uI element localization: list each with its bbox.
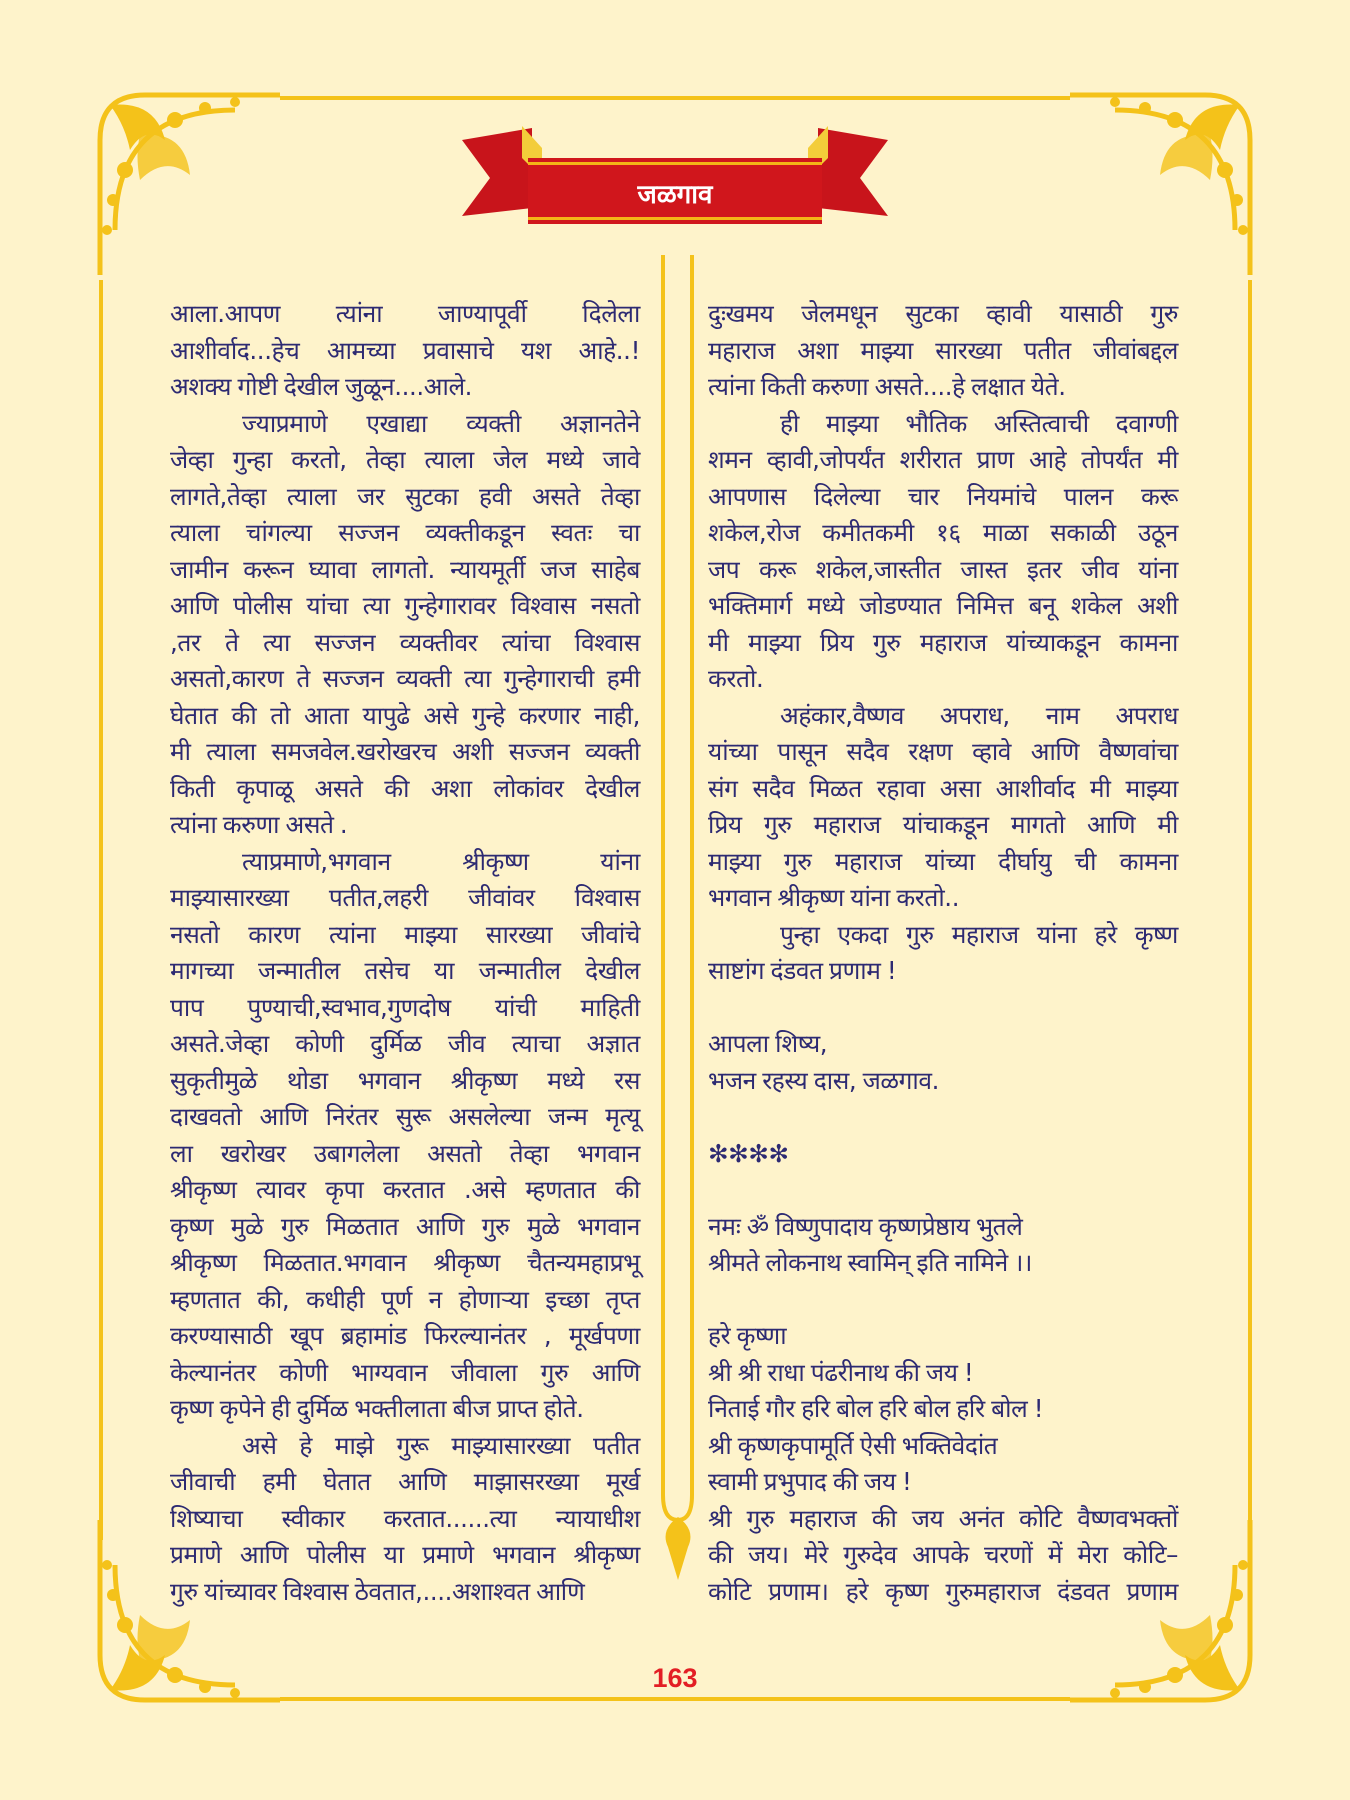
text-line: भगवान श्रीकृष्ण यांना करतो.. bbox=[708, 883, 960, 912]
text-line: त्यांना करुणा असते . bbox=[170, 810, 348, 839]
text-line: अहंकार,वैष्णव अपराध, नाम अपराध bbox=[780, 700, 1178, 730]
text-line: करण्यासाठी खूप ब्रहामांड फिरल्यानंतर , मूर्खपणा bbox=[170, 1321, 640, 1350]
text-line: शिष्याचा स्वीकार करतात......त्या न्यायाधीश bbox=[170, 1503, 640, 1533]
blank-gap bbox=[708, 990, 1178, 1027]
text-line: आणि पोलीस यांचा त्या गुन्हेगारावर विश्वास नसतो bbox=[170, 591, 640, 620]
paragraph bbox=[708, 1318, 1178, 1501]
frame-top-line bbox=[280, 96, 1070, 100]
column-divider bbox=[658, 255, 698, 1585]
text-line: लागते,तेव्हा त्याला जर सुटका हवी असते तेव्हा bbox=[170, 481, 640, 511]
text-line bbox=[708, 1172, 1178, 1209]
text-line: शकेल,रोज कमीतकमी १६ माळा सकाळी उठून bbox=[708, 518, 1178, 547]
text-line: आशीर्वाद...हेच आमच्या प्रवासाचे यश आहे..! bbox=[170, 335, 640, 365]
text-line: मी त्याला समजवेल.खरोखरच अशी सज्जन व्यक्ती bbox=[170, 737, 640, 766]
paragraph bbox=[708, 1209, 1178, 1282]
page-title: जळगाव bbox=[637, 180, 713, 210]
paragraph bbox=[708, 917, 1178, 990]
text-line: की जय। मेरे गुरुदेव आपके चरणों में मेरा कोटि– bbox=[708, 1540, 1178, 1569]
text-line: अशक्य गोष्टी देखील जुळून....आले. bbox=[170, 372, 473, 401]
text-line: असते.जेव्हा कोणी दुर्मिळ जीव त्याचा अज्ञात bbox=[170, 1029, 640, 1058]
text-line: माझ्या गुरु महाराज यांच्या दीर्घायु ची कामना bbox=[708, 846, 1178, 876]
text-line: सुकृतीमुळे थोडा भगवान श्रीकृष्ण मध्ये रस bbox=[170, 1065, 640, 1095]
text-line: श्री कृष्णकृपामूर्ति ऐसी भक्तिवेदांत bbox=[708, 1430, 998, 1460]
text-line: दुःखमय जेलमधून सुटका व्हावी यासाठी गुरु bbox=[708, 299, 1178, 328]
text-line bbox=[708, 1099, 1178, 1136]
paragraph bbox=[708, 296, 1178, 406]
text-line bbox=[708, 1282, 1178, 1319]
paragraph bbox=[170, 1428, 640, 1611]
text-line: आला.आपण त्यांना जाण्यापूर्वी दिलेला bbox=[170, 299, 640, 328]
text-line: घेतात की तो आता यापुढे असे गुन्हे करणार नाही, bbox=[170, 700, 640, 730]
page-number: 163 bbox=[652, 1663, 698, 1693]
text-line bbox=[708, 990, 1178, 1027]
text-line: यांच्या पासून सदैव रक्षण व्हावे आणि वैष्णवांचा bbox=[708, 737, 1178, 766]
left-column bbox=[170, 296, 640, 1610]
text-line: भक्तिमार्ग मध्ये जोडण्यात निमित्त बनू शकेल अशी bbox=[708, 591, 1178, 620]
corner-ornament-top-left bbox=[85, 80, 285, 280]
text-line: असतो,कारण ते सज्जन व्यक्ती त्या गुन्हेगाराची हमी bbox=[170, 664, 640, 693]
text-line: त्याप्रमाणे,भगवान श्रीकृष्ण यांना bbox=[242, 846, 640, 876]
text-line: म्हणतात की, कधीही पूर्ण न होणाऱ्या इच्छा तृप्त bbox=[170, 1284, 640, 1314]
text-line: श्री श्री राधा पंढरीनाथ की जय ! bbox=[708, 1357, 974, 1387]
text-line: केल्यानंतर कोणी भाग्यवान जीवाला गुरु आणि bbox=[170, 1357, 640, 1387]
frame-bottom-line bbox=[280, 1697, 1070, 1701]
text-line: भजन रहस्य दास, जळगाव. bbox=[708, 1065, 939, 1095]
paragraph bbox=[708, 1136, 1178, 1173]
text-line: जीवाची हमी घेतात आणि माझासरख्या मूर्ख bbox=[170, 1467, 640, 1496]
right-column bbox=[708, 296, 1178, 1610]
text-line: प्रिय गुरु महाराज यांचाकडून मागतो आणि मी bbox=[708, 810, 1178, 839]
text-line: कृष्ण मुळे गुरु मिळतात आणि गुरु मुळे भगवान bbox=[170, 1211, 640, 1241]
text-line: श्री गुरु महाराज की जय अनंत कोटि वैष्णवभक्तों bbox=[708, 1503, 1178, 1533]
frame-right-line bbox=[1248, 280, 1252, 1540]
text-line: ज्याप्रमाणे एखाद्या व्यक्ती अज्ञानतेने bbox=[242, 408, 640, 438]
paragraph bbox=[708, 698, 1178, 917]
text-line: जेव्हा गुन्हा करतो, तेव्हा त्याला जेल मध्ये जावे bbox=[170, 445, 640, 474]
text-line: प्रमाणे आणि पोलीस या प्रमाणे भगवान श्रीकृष्ण bbox=[170, 1540, 640, 1569]
text-line: कोटि प्रणाम। हरे कृष्ण गुरुमहाराज दंडवत प्रणाम bbox=[708, 1576, 1178, 1606]
text-line: साष्टांग दंडवत प्रणाम ! bbox=[708, 956, 897, 985]
text-line: श्रीकृष्ण मिळतात.भगवान श्रीकृष्ण चैतन्यमहाप्रभू bbox=[170, 1248, 640, 1277]
text-line: त्यांना किती करुणा असते....हे लक्षात येते. bbox=[708, 372, 1066, 401]
text-line: ही माझ्या भौतिक अस्तित्वाची दवाग्णी bbox=[780, 408, 1178, 438]
blank-gap bbox=[708, 1172, 1178, 1209]
text-line: ✻✻✻✻ bbox=[708, 1138, 789, 1168]
text-line: श्रीकृष्ण त्यावर कृपा करतात .असे म्हणतात की bbox=[170, 1175, 640, 1204]
text-line: नमः ॐ विष्णुपादाय कृष्णप्रेष्ठाय भुतले bbox=[708, 1211, 1023, 1241]
text-line: पुन्हा एकदा गुरु महाराज यांना हरे कृष्ण bbox=[780, 919, 1178, 949]
text-line: करतो. bbox=[708, 664, 764, 693]
text-line: किती कृपाळू असते की अशा लोकांवर देखील bbox=[170, 773, 640, 803]
text-line: दाखवतो आणि निरंतर सुरू असलेल्या जन्म मृत्यू bbox=[170, 1102, 640, 1131]
paragraph bbox=[708, 1501, 1178, 1611]
paragraph bbox=[170, 406, 640, 844]
text-line: ला खरोखर उबागलेला असतो तेव्हा भगवान bbox=[170, 1138, 640, 1168]
text-line: मी माझ्या प्रिय गुरु महाराज यांच्याकडून कामना bbox=[708, 627, 1178, 657]
blank-gap bbox=[708, 1282, 1178, 1319]
text-line: पाप पुण्याची,स्वभाव,गुणदोष यांची माहिती bbox=[170, 992, 640, 1022]
paragraph bbox=[708, 406, 1178, 698]
paragraph bbox=[170, 296, 640, 406]
text-line: संग सदैव मिळत रहावा असा आशीर्वाद मी माझ्या bbox=[708, 773, 1178, 803]
text-line: शमन व्हावी,जोपर्यंत शरीरात प्राण आहे तोपर्यंत मी bbox=[708, 445, 1178, 474]
text-line: मागच्या जन्मातील तसेच या जन्मातील देखील bbox=[170, 956, 640, 985]
text-line: माझ्यासारख्या पतीत,लहरी जीवांवर विश्वास bbox=[170, 883, 640, 912]
text-line: आपणास दिलेल्या चार नियमांचे पालन करू bbox=[708, 481, 1178, 511]
text-line: जप करू शकेल,जास्तीत जास्त इतर जीव यांना bbox=[708, 554, 1178, 584]
text-line: असे हे माझे गुरू माझ्यासारख्या पतीत bbox=[242, 1430, 640, 1460]
text-line: जामीन करून घ्यावा लागतो. न्यायमूर्ती जज साहेब bbox=[170, 554, 640, 584]
text-line: हरे कृष्णा bbox=[708, 1321, 787, 1350]
frame-left-line bbox=[99, 280, 103, 1540]
text-line: श्रीमते लोकनाथ स्वामिन् इति नामिने ।। bbox=[708, 1248, 1032, 1277]
text-line: ,तर ते त्या सज्जन व्यक्तीवर त्यांचा विश्वास bbox=[170, 627, 640, 657]
text-line: आपला शिष्य, bbox=[708, 1029, 828, 1058]
text-line: स्वामी प्रभुपाद की जय ! bbox=[708, 1467, 912, 1496]
text-line: नसतो कारण त्यांना माझ्या सारख्या जीवांचे bbox=[170, 919, 640, 949]
text-line: कृष्ण कृपेने ही दुर्मिळ भक्तीलाता बीज प्राप्त होते. bbox=[170, 1394, 584, 1423]
blank-gap bbox=[708, 1099, 1178, 1136]
paragraph bbox=[708, 1026, 1178, 1099]
text-line: महाराज अशा माझ्या सारख्या पतीत जीवांबद्दल bbox=[708, 335, 1178, 365]
text-line: गुरु यांच्यावर विश्वास ठेवतात,....अशाश्वत आणि bbox=[170, 1576, 585, 1606]
text-line: त्याला चांगल्या सज्जन व्यक्तीकडून स्वतः चा bbox=[170, 518, 640, 547]
text-line: निताई गौर हरि बोल हरि बोल हरि बोल ! bbox=[708, 1394, 1044, 1423]
corner-ornament-top-right bbox=[1065, 80, 1265, 280]
paragraph bbox=[170, 844, 640, 1428]
